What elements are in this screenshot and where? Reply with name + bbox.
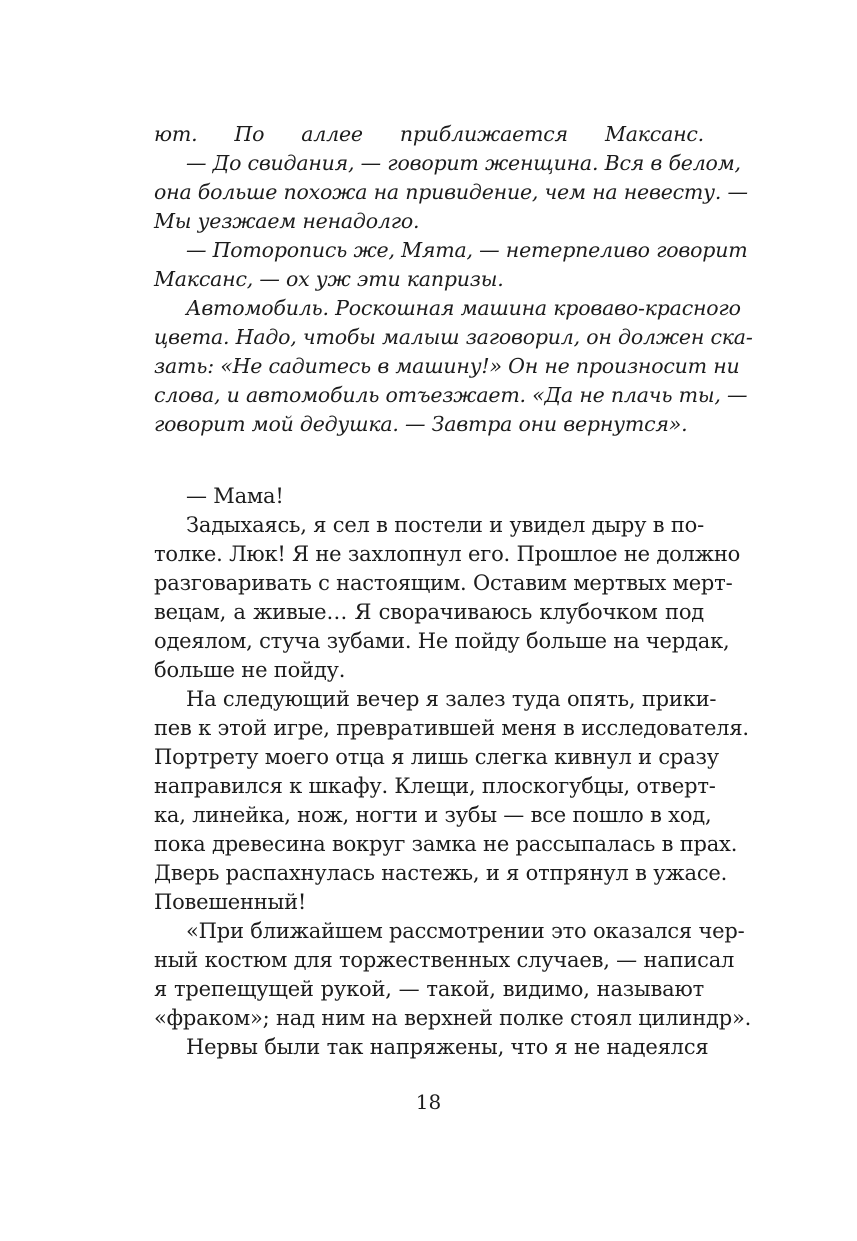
text-line: На следующий вечер я залез туда опять, прики- — [186, 687, 717, 711]
text-line: слова, и автомобиль отъезжает. «Да не плачь ты, — — [154, 383, 748, 407]
text-line: она больше похожа на привидение, чем на невесту. — — [154, 180, 748, 204]
text-line: пев к этой игре, превратившей меня в исследователя. — [154, 716, 749, 740]
text-line: направился к шкафу. Клещи, плоскогубцы, отверт- — [154, 774, 716, 798]
text-line: одеялом, стуча зубами. Не пойду больше на чердак, — [154, 629, 730, 653]
text-line: Повешенный! — [154, 890, 307, 914]
text-line: Мы уезжаем ненадолго. — [154, 209, 420, 233]
text-line: «фраком»; над ним на верхней полке стоял цилиндр». — [154, 1006, 752, 1030]
text-line: — Поторопись же, Мята, — нетерпеливо говорит — [186, 238, 748, 262]
main-narrative-passage — [154, 482, 752, 1062]
text-line: «При ближайшем рассмотрении это оказался чер- — [186, 919, 745, 943]
page-number: 18 — [415, 1090, 442, 1114]
text-line: Нервы были так напряжены, что я не надеялся — [186, 1035, 709, 1059]
text-line: Автомобиль. Роскошная машина кроваво-красного — [186, 296, 741, 320]
text-line: больше не пойду. — [154, 658, 346, 682]
text-line: зать: «Не садитесь в машину!» Он не произносит ни — [154, 354, 740, 378]
text-line: говорит мой дедушка. — Завтра они вернутся». — [154, 412, 688, 436]
text-line: я трепещущей рукой, — такой, видимо, называют — [154, 977, 704, 1001]
text-line: пока древесина вокруг замка не рассыпалась в прах. — [154, 832, 738, 856]
text-line: Задыхаясь, я сел в постели и увидел дыру в по- — [186, 513, 704, 537]
text-line: разговаривать с настоящим. Оставим мертвых мерт- — [154, 571, 733, 595]
text-line: Портрету моего отца я лишь слегка кивнул и сразу — [154, 745, 719, 769]
text-line: — До свидания, — говорит женщина. Вся в белом, — [186, 151, 741, 175]
section-break — [154, 439, 704, 482]
text-line: ют. По аллее приближается Максанс. — [154, 122, 704, 146]
text-line: Максанс, — ох уж эти капризы. — [154, 267, 504, 291]
text-line: толке. Люк! Я не захлопнул его. Прошлое не должно — [154, 542, 741, 566]
text-line: вецам, а живые… Я сворачиваюсь клубочком под — [154, 600, 704, 624]
text-line: ка, линейка, нож, ногти и зубы — все пошло в ход, — [154, 803, 712, 827]
text-line: ный костюм для торжественных случаев, — написал — [154, 948, 735, 972]
text-line: — Мама! — [186, 484, 284, 508]
book-page-text — [154, 120, 753, 1062]
text-line: Дверь распахнулась настежь, и я отпрянул в ужасе. — [154, 861, 728, 885]
italic-dream-passage — [154, 120, 753, 439]
text-line: цвета. Надо, чтобы малыш заговорил, он должен ска- — [154, 325, 753, 349]
